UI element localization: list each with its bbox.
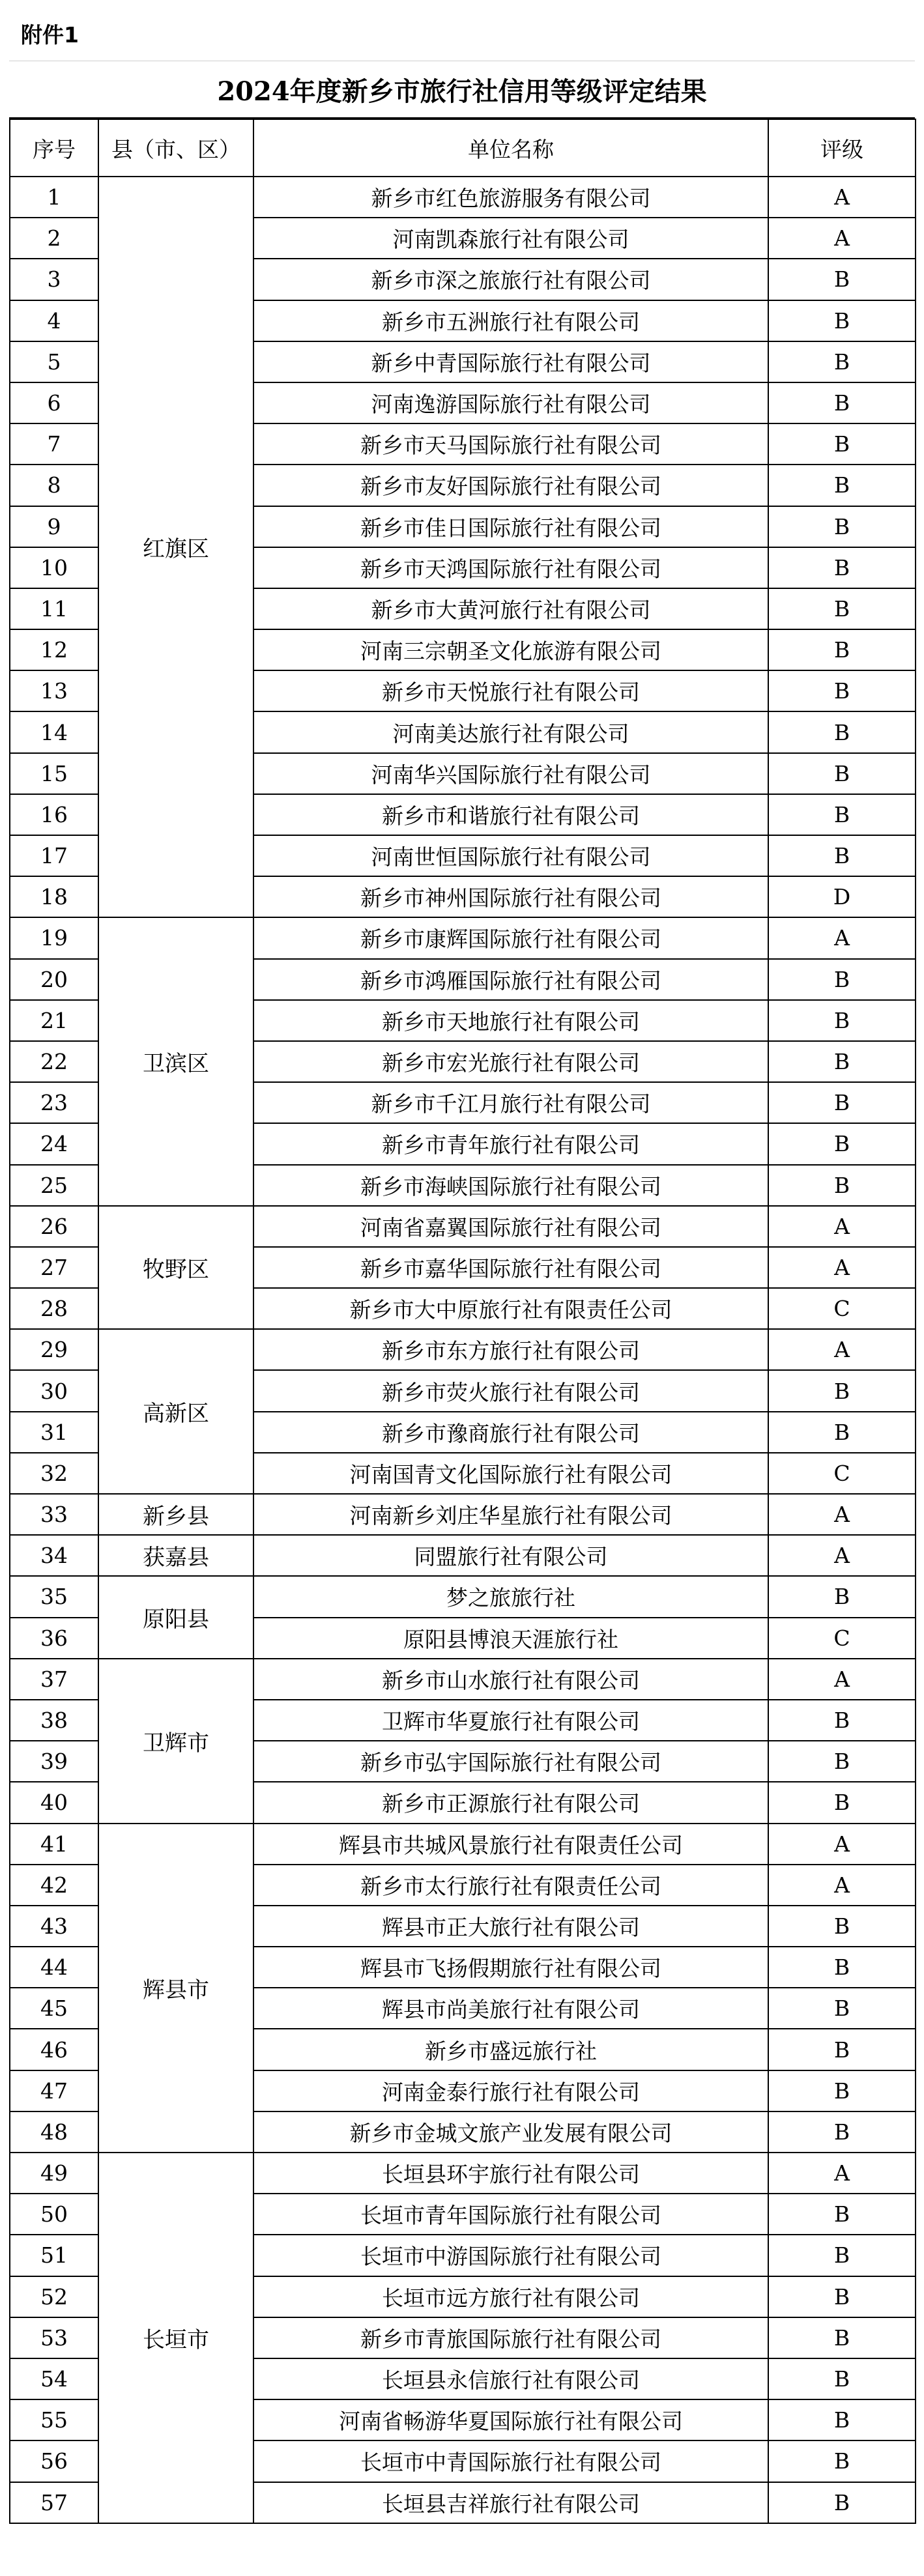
seq-cell: 17 (10, 835, 98, 876)
seq-cell: 2 (10, 218, 98, 259)
seq-cell: 27 (10, 1247, 98, 1288)
agency-name-cell: 河南美达旅行社有限公司 (253, 711, 768, 752)
agency-name-cell: 长垣市青年国际旅行社有限公司 (253, 2194, 768, 2235)
seq-cell: 26 (10, 1206, 98, 1247)
agency-name-cell: 新乡中青国际旅行社有限公司 (253, 341, 768, 382)
agency-name-cell: 长垣县永信旅行社有限公司 (253, 2358, 768, 2399)
seq-cell: 51 (10, 2235, 98, 2276)
agency-name-cell: 新乡市东方旅行社有限公司 (253, 1329, 768, 1370)
county-cell: 红旗区 (98, 177, 253, 917)
rating-cell: B (768, 753, 916, 794)
agency-name-cell: 长垣县吉祥旅行社有限公司 (253, 2482, 768, 2523)
rating-cell: B (768, 2358, 916, 2399)
table-row (10, 177, 916, 218)
agency-name-cell: 新乡市五洲旅行社有限公司 (253, 300, 768, 341)
rating-cell: B (768, 1165, 916, 1206)
rating-cell: B (768, 629, 916, 670)
seq-cell: 54 (10, 2358, 98, 2399)
rating-cell: B (768, 2070, 916, 2111)
seq-cell: 55 (10, 2399, 98, 2440)
rating-cell: A (768, 917, 916, 958)
seq-cell: 57 (10, 2482, 98, 2523)
agency-name-cell: 河南凯森旅行社有限公司 (253, 218, 768, 259)
rating-cell: B (768, 588, 916, 629)
agency-name-cell: 新乡市豫商旅行社有限公司 (253, 1412, 768, 1453)
agency-name-cell: 河南省嘉翼国际旅行社有限公司 (253, 1206, 768, 1247)
agency-name-cell: 长垣市中游国际旅行社有限公司 (253, 2235, 768, 2276)
seq-cell: 8 (10, 465, 98, 506)
seq-cell: 20 (10, 959, 98, 1000)
seq-cell: 19 (10, 917, 98, 958)
agency-name-cell: 新乡市天地旅行社有限公司 (253, 1000, 768, 1041)
agency-name-cell: 新乡市大中原旅行社有限责任公司 (253, 1288, 768, 1329)
rating-cell: B (768, 1782, 916, 1823)
table-row (10, 1535, 916, 1576)
agency-name-cell: 新乡市天悦旅行社有限公司 (253, 670, 768, 711)
agency-name-cell: 长垣市远方旅行社有限公司 (253, 2276, 768, 2317)
agency-name-cell: 原阳县博浪天涯旅行社 (253, 1618, 768, 1659)
rating-cell: B (768, 547, 916, 588)
rating-cell: B (768, 506, 916, 547)
county-cell: 高新区 (98, 1329, 253, 1494)
rating-cell: B (768, 1741, 916, 1782)
seq-cell: 23 (10, 1082, 98, 1123)
rating-cell: B (768, 2111, 916, 2153)
seq-cell: 48 (10, 2111, 98, 2153)
rating-cell: B (768, 2482, 916, 2523)
rating-cell: B (768, 465, 916, 506)
rating-cell: B (768, 1082, 916, 1123)
seq-cell: 24 (10, 1123, 98, 1164)
agency-name-cell: 新乡市海峡国际旅行社有限公司 (253, 1165, 768, 1206)
seq-cell: 15 (10, 753, 98, 794)
agency-name-cell: 新乡市红色旅游服务有限公司 (253, 177, 768, 218)
table-row (10, 1329, 916, 1370)
rating-cell: A (768, 1206, 916, 1247)
rating-cell: B (768, 341, 916, 382)
rating-cell: B (768, 1123, 916, 1164)
seq-cell: 25 (10, 1165, 98, 1206)
seq-cell: 33 (10, 1494, 98, 1535)
seq-cell: 46 (10, 2029, 98, 2070)
agency-name-cell: 河南三宗朝圣文化旅游有限公司 (253, 629, 768, 670)
agency-name-cell: 新乡市嘉华国际旅行社有限公司 (253, 1247, 768, 1288)
header-name: 单位名称 (253, 119, 768, 177)
agency-name-cell: 新乡市大黄河旅行社有限公司 (253, 588, 768, 629)
rating-cell: A (768, 1329, 916, 1370)
seq-cell: 29 (10, 1329, 98, 1370)
rating-cell: B (768, 2440, 916, 2482)
seq-cell: 47 (10, 2070, 98, 2111)
agency-name-cell: 新乡市山水旅行社有限公司 (253, 1659, 768, 1700)
seq-cell: 18 (10, 876, 98, 917)
county-cell: 新乡县 (98, 1494, 253, 1535)
agency-name-cell: 同盟旅行社有限公司 (253, 1535, 768, 1576)
seq-cell: 12 (10, 629, 98, 670)
county-cell: 牧野区 (98, 1206, 253, 1330)
rating-cell: B (768, 1947, 916, 1988)
rating-cell: B (768, 259, 916, 300)
seq-cell: 7 (10, 423, 98, 465)
table-row (10, 2153, 916, 2194)
table-row (10, 1494, 916, 1535)
table-row (10, 1824, 916, 1865)
rating-cell: B (768, 2194, 916, 2235)
rating-cell: B (768, 711, 916, 752)
rating-cell: B (768, 1906, 916, 1947)
rating-cell: B (768, 1576, 916, 1617)
agency-name-cell: 新乡市金城文旅产业发展有限公司 (253, 2111, 768, 2153)
seq-cell: 36 (10, 1618, 98, 1659)
rating-cell: B (768, 1370, 916, 1411)
seq-cell: 6 (10, 382, 98, 423)
agency-name-cell: 河南世恒国际旅行社有限公司 (253, 835, 768, 876)
seq-cell: 14 (10, 711, 98, 752)
rating-cell: B (768, 1700, 916, 1741)
county-cell: 卫滨区 (98, 917, 253, 1205)
rating-cell: A (768, 1494, 916, 1535)
agency-name-cell: 新乡市和谐旅行社有限公司 (253, 794, 768, 835)
agency-name-cell: 辉县市飞扬假期旅行社有限公司 (253, 1947, 768, 1988)
agency-name-cell: 新乡市天鸿国际旅行社有限公司 (253, 547, 768, 588)
agency-name-cell: 梦之旅旅行社 (253, 1576, 768, 1617)
county-cell: 长垣市 (98, 2153, 253, 2523)
agency-name-cell: 新乡市荧火旅行社有限公司 (253, 1370, 768, 1411)
header-county: 县（市、区） (98, 119, 253, 177)
table-row (10, 1206, 916, 1247)
county-cell: 卫辉市 (98, 1659, 253, 1824)
table-header-row (10, 119, 916, 177)
seq-cell: 11 (10, 588, 98, 629)
rating-cell: B (768, 2317, 916, 2358)
seq-cell: 16 (10, 794, 98, 835)
seq-cell: 45 (10, 1988, 98, 2029)
agency-name-cell: 河南省畅游华夏国际旅行社有限公司 (253, 2399, 768, 2440)
agency-name-cell: 河南新乡刘庄华星旅行社有限公司 (253, 1494, 768, 1535)
seq-cell: 52 (10, 2276, 98, 2317)
agency-name-cell: 辉县市共城风景旅行社有限责任公司 (253, 1824, 768, 1865)
rating-cell: A (768, 1865, 916, 1906)
agency-name-cell: 新乡市青年旅行社有限公司 (253, 1123, 768, 1164)
rating-cell: D (768, 876, 916, 917)
seq-cell: 53 (10, 2317, 98, 2358)
agency-name-cell: 新乡市太行旅行社有限责任公司 (253, 1865, 768, 1906)
seq-cell: 39 (10, 1741, 98, 1782)
seq-cell: 31 (10, 1412, 98, 1453)
seq-cell: 28 (10, 1288, 98, 1329)
agency-name-cell: 新乡市青旅国际旅行社有限公司 (253, 2317, 768, 2358)
seq-cell: 13 (10, 670, 98, 711)
rating-cell: C (768, 1453, 916, 1494)
rating-cell: A (768, 218, 916, 259)
rating-cell: B (768, 835, 916, 876)
rating-cell: B (768, 1988, 916, 2029)
attachment-label: 附件1 (9, 7, 915, 61)
seq-cell: 42 (10, 1865, 98, 1906)
seq-cell: 3 (10, 259, 98, 300)
agency-name-cell: 辉县市正大旅行社有限公司 (253, 1906, 768, 1947)
rating-cell: C (768, 1288, 916, 1329)
rating-cell: A (768, 1247, 916, 1288)
agency-name-cell: 新乡市深之旅旅行社有限公司 (253, 259, 768, 300)
rating-cell: B (768, 1412, 916, 1453)
agency-name-cell: 河南逸游国际旅行社有限公司 (253, 382, 768, 423)
rating-cell: B (768, 382, 916, 423)
rating-cell: B (768, 1041, 916, 1082)
seq-cell: 37 (10, 1659, 98, 1700)
seq-cell: 41 (10, 1824, 98, 1865)
agency-name-cell: 新乡市佳日国际旅行社有限公司 (253, 506, 768, 547)
seq-cell: 30 (10, 1370, 98, 1411)
table-body (10, 177, 916, 2523)
seq-cell: 22 (10, 1041, 98, 1082)
table-row (10, 1659, 916, 1700)
agency-name-cell: 河南金泰行旅行社有限公司 (253, 2070, 768, 2111)
agency-name-cell: 新乡市鸿雁国际旅行社有限公司 (253, 959, 768, 1000)
seq-cell: 50 (10, 2194, 98, 2235)
rating-cell: B (768, 794, 916, 835)
county-cell: 获嘉县 (98, 1535, 253, 1576)
seq-cell: 10 (10, 547, 98, 588)
agency-name-cell: 新乡市天马国际旅行社有限公司 (253, 423, 768, 465)
header-rating: 评级 (768, 119, 916, 177)
seq-cell: 44 (10, 1947, 98, 1988)
rating-cell: A (768, 1824, 916, 1865)
seq-cell: 38 (10, 1700, 98, 1741)
seq-cell: 21 (10, 1000, 98, 1041)
rating-cell: A (768, 1659, 916, 1700)
agency-name-cell: 新乡市盛远旅行社 (253, 2029, 768, 2070)
seq-cell: 35 (10, 1576, 98, 1617)
seq-cell: 43 (10, 1906, 98, 1947)
rating-cell: B (768, 959, 916, 1000)
rating-cell: B (768, 2235, 916, 2276)
agency-name-cell: 新乡市宏光旅行社有限公司 (253, 1041, 768, 1082)
rating-cell: B (768, 2029, 916, 2070)
seq-cell: 34 (10, 1535, 98, 1576)
rating-cell: B (768, 423, 916, 465)
agency-name-cell: 卫辉市华夏旅行社有限公司 (253, 1700, 768, 1741)
seq-cell: 49 (10, 2153, 98, 2194)
rating-cell: B (768, 2399, 916, 2440)
rating-cell: A (768, 177, 916, 218)
agency-name-cell: 新乡市弘宇国际旅行社有限公司 (253, 1741, 768, 1782)
seq-cell: 32 (10, 1453, 98, 1494)
rating-cell: B (768, 1000, 916, 1041)
agency-name-cell: 长垣县环宇旅行社有限公司 (253, 2153, 768, 2194)
rating-cell: C (768, 1618, 916, 1659)
document-sheet (9, 7, 915, 2524)
table-row (10, 1576, 916, 1617)
seq-cell: 40 (10, 1782, 98, 1823)
rating-cell: B (768, 2276, 916, 2317)
rating-cell: B (768, 300, 916, 341)
agency-name-cell: 新乡市千江月旅行社有限公司 (253, 1082, 768, 1123)
rating-table (9, 119, 916, 2524)
seq-cell: 4 (10, 300, 98, 341)
rating-cell: A (768, 1535, 916, 1576)
rating-cell: B (768, 670, 916, 711)
county-cell: 辉县市 (98, 1824, 253, 2153)
agency-name-cell: 新乡市友好国际旅行社有限公司 (253, 465, 768, 506)
rating-cell: A (768, 2153, 916, 2194)
agency-name-cell: 新乡市神州国际旅行社有限公司 (253, 876, 768, 917)
agency-name-cell: 新乡市正源旅行社有限公司 (253, 1782, 768, 1823)
county-cell: 原阳县 (98, 1576, 253, 1658)
table-row (10, 917, 916, 958)
agency-name-cell: 新乡市康辉国际旅行社有限公司 (253, 917, 768, 958)
agency-name-cell: 长垣市中青国际旅行社有限公司 (253, 2440, 768, 2482)
document-title: 2024年度新乡市旅行社信用等级评定结果 (9, 61, 915, 119)
seq-cell: 56 (10, 2440, 98, 2482)
seq-cell: 1 (10, 177, 98, 218)
agency-name-cell: 河南国青文化国际旅行社有限公司 (253, 1453, 768, 1494)
agency-name-cell: 河南华兴国际旅行社有限公司 (253, 753, 768, 794)
agency-name-cell: 辉县市尚美旅行社有限公司 (253, 1988, 768, 2029)
seq-cell: 5 (10, 341, 98, 382)
seq-cell: 9 (10, 506, 98, 547)
header-seq: 序号 (10, 119, 98, 177)
